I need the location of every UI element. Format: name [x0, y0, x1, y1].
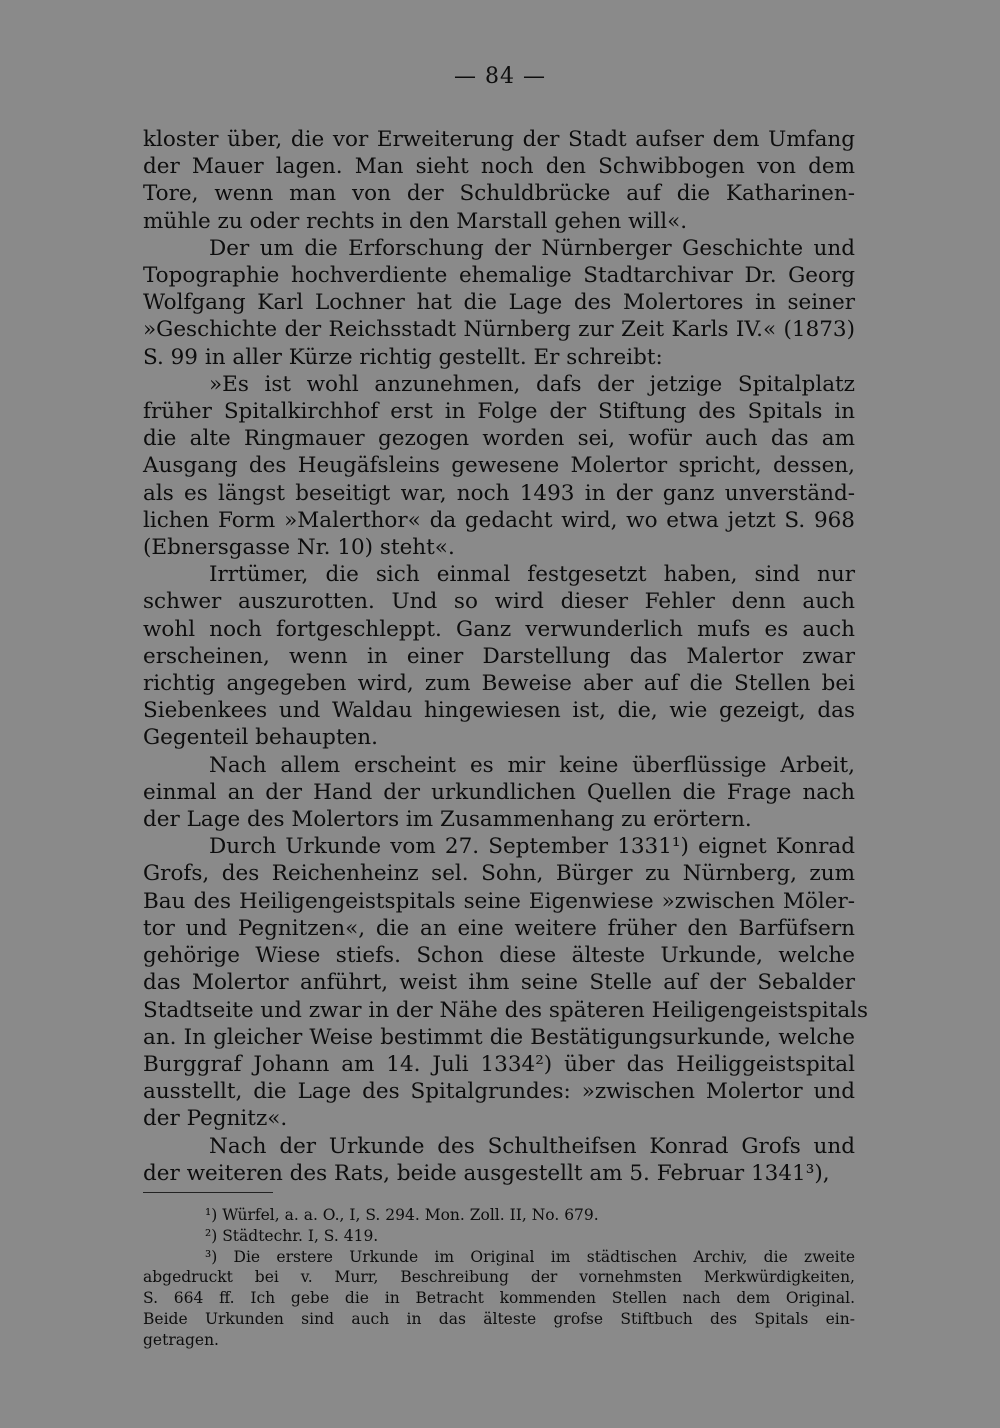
text-line: als es längst beseitigt war, noch 1493 in der ganz unverständ-: [143, 480, 855, 506]
text-line: wohl noch fortgeschleppt. Ganz verwunderlich mufs es auch: [143, 616, 855, 642]
text-line: schwer auszurotten. Und so wird dieser Fehler denn auch: [143, 589, 855, 615]
text-line: an. In gleicher Weise bestimmt die Bestätigungsurkunde, welche: [143, 1024, 855, 1050]
text-line: Ausgang des Heugäfsleins gewesene Molertor spricht, dessen,: [143, 453, 855, 479]
text-line: (Ebnersgasse Nr. 10) steht«.: [143, 535, 455, 561]
paragraph: [143, 371, 855, 561]
text-line: der Pegnitz«.: [143, 1106, 288, 1132]
page-number: — 84 —: [454, 64, 546, 89]
footnotes: [143, 1205, 855, 1351]
paragraph: [143, 752, 855, 834]
text-line: die alte Ringmauer gezogen worden sei, wofür auch das am: [143, 426, 855, 452]
paragraph: [143, 126, 855, 235]
text-line: Der um die Erforschung der Nürnberger Geschichte und: [209, 235, 855, 261]
text-line: »Es ist wohl anzunehmen, dafs der jetzige Spitalplatz: [209, 371, 855, 397]
text-line: ²) Städtechr. I, S. 419.: [205, 1226, 379, 1245]
text-line: Beide Urkunden sind auch in das älteste grofse Stiftbuch des Spitals ein-: [143, 1309, 855, 1328]
paragraph: [143, 561, 855, 751]
text-line: Siebenkees und Waldau hingewiesen ist, die, wie gezeigt, das: [143, 698, 855, 724]
text-line: richtig angegeben wird, zum Beweise aber auf die Stellen bei: [143, 671, 855, 697]
footnote-separator: [143, 1192, 273, 1193]
text-line: der Lage des Molertors im Zusammenhang zu erörtern.: [143, 807, 752, 833]
text-line: ausstellt, die Lage des Spitalgrundes: »zwischen Molertor und: [143, 1079, 855, 1105]
text-line: S. 99 in aller Kürze richtig gestellt. Er schreibt:: [143, 344, 663, 370]
text-line: der Mauer lagen. Man sieht noch den Schwibbogen von dem: [143, 154, 855, 180]
text-line: erscheinen, wenn in einer Darstellung das Malertor zwar: [143, 643, 855, 669]
text-line: abgedruckt bei v. Murr, Beschreibung der vornehmsten Merkwürdigkeiten,: [143, 1268, 855, 1287]
text-line: Nach der Urkunde des Schultheifsen Konrad Grofs und: [209, 1133, 855, 1159]
text-line: Topographie hochverdiente ehemalige Stadtarchivar Dr. Georg: [143, 263, 855, 289]
text-line: tor und Pegnitzen«, die an eine weitere früher den Barfüfsern: [143, 915, 855, 941]
paragraph: [143, 1133, 855, 1187]
text-line: einmal an der Hand der urkundlichen Quellen die Frage nach: [143, 779, 855, 805]
text-line: das Molertor anführt, weist ihm seine Stelle auf der Sebalder: [143, 970, 855, 996]
body-text: [143, 126, 869, 1187]
text-line: Durch Urkunde vom 27. September 1331¹) eignet Konrad: [209, 834, 855, 860]
text-line: mühle zu oder rechts in den Marstall gehen will«.: [143, 208, 688, 234]
footnote: [143, 1247, 855, 1351]
text-line: Tore, wenn man von der Schuldbrücke auf die Katharinen-: [143, 181, 855, 207]
text-line: Irrtümer, die sich einmal festgesetzt haben, sind nur: [209, 562, 855, 588]
text-line: gehörige Wiese stiefs. Schon diese älteste Urkunde, welche: [143, 943, 855, 969]
paragraph: [143, 833, 869, 1132]
text-line: ³) Die erstere Urkunde im Original im städtischen Archiv, die zweite: [205, 1247, 855, 1266]
text-line: Burggraf Johann am 14. Juli 1334²) über das Heiliggeistspital: [143, 1051, 855, 1077]
footnote: [143, 1226, 855, 1247]
text-line: Grofs, des Reichenheinz sel. Sohn, Bürger zu Nürnberg, zum: [143, 861, 855, 887]
text-line: getragen.: [143, 1330, 219, 1349]
text-line: Wolfgang Karl Lochner hat die Lage des Molertores in seiner: [143, 290, 855, 316]
text-line: Stadtseite und zwar in der Nähe des späteren Heiligengeistspitals: [143, 997, 869, 1023]
text-line: der weiteren des Rats, beide ausgestellt am 5. Februar 1341³),: [143, 1160, 830, 1186]
text-line: Gegenteil behaupten.: [143, 725, 378, 751]
text-line: früher Spitalkirchhof erst in Folge der Stiftung des Spitals in: [143, 399, 855, 425]
footnote: [143, 1205, 855, 1226]
text-line: Nach allem erscheint es mir keine überflüssige Arbeit,: [209, 752, 855, 778]
text-line: S. 664 ff. Ich gebe die in Betracht kommenden Stellen nach dem Original.: [143, 1289, 855, 1308]
text-line: Bau des Heiligengeistspitals seine Eigenwiese »zwischen Möler-: [143, 888, 855, 914]
paragraph: [143, 235, 855, 371]
text-line: ¹) Würfel, a. a. O., I, S. 294. Mon. Zoll. II, No. 679.: [205, 1206, 599, 1224]
text-line: kloster über, die vor Erweiterung der Stadt aufser dem Umfang: [143, 127, 855, 152]
text-line: »Geschichte der Reichsstadt Nürnberg zur Zeit Karls IV.« (1873): [143, 317, 855, 343]
text-line: lichen Form »Malerthor« da gedacht wird, wo etwa jetzt S. 968: [143, 507, 855, 533]
